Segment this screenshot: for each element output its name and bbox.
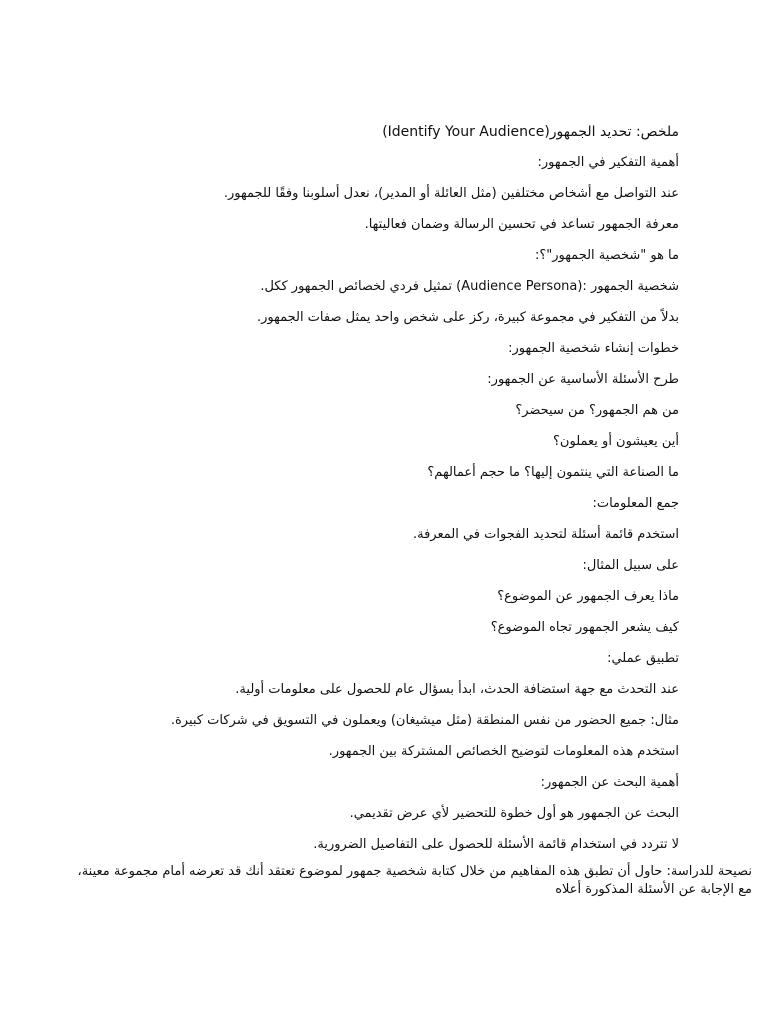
text-line: استخدم قائمة أسئلة لتحديد الفجوات في المعرفة. [412,527,679,542]
text-line: البحث عن الجمهور هو أول خطوة للتحضير لأي عرض تقديمي. [349,806,679,821]
text-line: من هم الجمهور؟ من سيحضر؟ [515,403,679,418]
section-heading: أهمية التفكير في الجمهور: [537,155,679,170]
text-line: معرفة الجمهور تساعد في تحسين الرسالة وضمان فعاليتها. [364,217,679,232]
text-line: شخصية الجمهور :(Audience Persona) تمثيل فردي لخصائص الجمهور ككل. [260,279,679,294]
section-heading: ما هو "شخصية الجمهور"؟: [534,248,679,263]
text-line: لا تتردد في استخدام قائمة الأسئلة للحصول على التفاصيل الضرورية. [313,837,679,852]
section-heading: تطبيق عملي: [607,651,679,666]
text-line: طرح الأسئلة الأساسية عن الجمهور: [487,372,679,387]
text-line: مثال: جميع الحضور من نفس المنطقة (مثل ميشيغان) ويعملون في التسويق في شركات كبيرة. [170,713,679,728]
text-line: ماذا يعرف الجمهور عن الموضوع؟ [497,589,679,604]
text-line: أين يعيشون أو يعملون؟ [553,434,679,449]
section-heading: أهمية البحث عن الجمهور: [540,775,679,790]
section-heading: خطوات إنشاء شخصية الجمهور: [508,341,679,356]
text-line: على سبيل المثال: [582,558,679,573]
text-line: كيف يشعر الجمهور تجاه الموضوع؟ [490,620,679,635]
text-line: عند التواصل مع أشخاص مختلفين (مثل العائلة أو المدير)، نعدل أسلوبنا وفقًا للجمهور. [223,186,679,201]
document-body [39,118,752,899]
study-tip-paragraph: نصيحة للدراسة: حاول أن تطبق هذه المفاهيم من خلال كتابة شخصية جمهور لموضوع تعتقد أنك قد تعرضه أمام مجموعة معينة، مع الإجابة عن الأسئلة المذكورة أعلاه [77,864,752,897]
text-line: جمع المعلومات: [592,496,679,511]
text-line: عند التحدث مع جهة استضافة الحدث، ابدأ بسؤال عام للحصول على معلومات أولية. [235,682,679,697]
text-line: ما الصناعة التي ينتمون إليها؟ ما حجم أعمالهم؟ [427,465,679,480]
text-line: بدلاً من التفكير في مجموعة كبيرة، ركز على شخص واحد يمثل صفات الجمهور. [256,310,679,325]
document-title: ملخص: تحديد الجمهور(Identify Your Audience) [382,124,679,140]
text-line: استخدم هذه المعلومات لتوضيح الخصائص المشتركة بين الجمهور. [328,744,679,759]
